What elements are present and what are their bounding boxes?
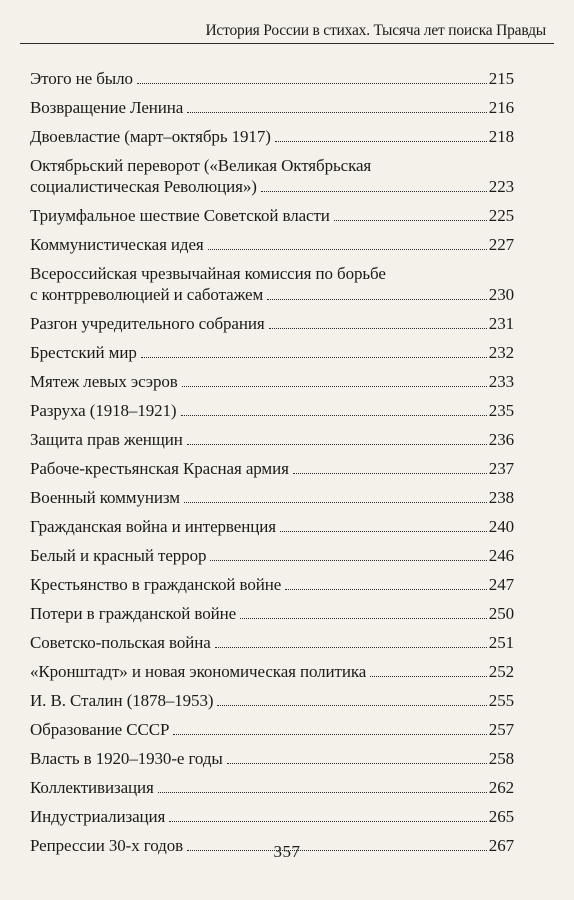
toc-entry-page: 258: [488, 749, 514, 768]
toc-entry-title: Образование СССР: [30, 720, 170, 739]
toc-entry-title: Власть в 1920–1930-е годы: [30, 749, 223, 768]
toc-entry: [30, 371, 514, 392]
toc-entry: [30, 429, 514, 450]
toc-entry-page: 232: [488, 343, 514, 362]
toc-entry: [30, 806, 514, 827]
toc-entry-title: Этого не было: [30, 69, 133, 88]
dot-leader: [269, 328, 487, 329]
toc-entry-title: Крестьянство в гражданской войне: [30, 575, 282, 594]
toc-entry: [30, 574, 514, 595]
toc-entry: [30, 748, 514, 769]
toc-entry-title-line2-wrap: [30, 176, 514, 197]
toc-entry-page: 262: [488, 778, 514, 797]
toc-entry-title: Репрессии 30-х годов: [30, 836, 184, 855]
toc-entry-title: «Кронштадт» и новая экономическая политика: [30, 662, 367, 681]
dot-leader: [215, 647, 487, 648]
toc-entry-page: 251: [488, 633, 514, 652]
toc-entry-title-line2-wrap: [30, 284, 514, 305]
toc-entry-page: 223: [488, 177, 514, 196]
toc-entry-page: 267: [488, 836, 514, 855]
toc-entry: [30, 155, 514, 197]
running-header: История России в стихах. Тысяча лет поиска Правды: [20, 18, 554, 44]
dot-leader: [217, 705, 486, 706]
dot-leader: [182, 386, 487, 387]
toc-entry-page: 227: [488, 235, 514, 254]
toc-entry-title: Защита прав женщин: [30, 430, 183, 449]
toc-entry-title: Возвращение Ленина: [30, 98, 184, 117]
toc-entry-page: 218: [488, 127, 514, 146]
toc-entry-page: 265: [488, 807, 514, 826]
toc-entry-title: Триумфальное шествие Советской власти: [30, 206, 330, 225]
toc-entry-page: 247: [488, 575, 514, 594]
toc-entry: [30, 205, 514, 226]
dot-leader: [208, 249, 487, 250]
toc-entry: [30, 719, 514, 740]
toc-entry-page: 231: [488, 314, 514, 333]
dot-leader: [370, 676, 487, 677]
dot-leader: [158, 792, 487, 793]
page-number: 357: [273, 842, 301, 861]
toc-entry-title: Коллективизация: [30, 778, 154, 797]
toc-entry-title-line2: социалистическая Революция»): [30, 177, 257, 196]
toc-entry-title: Коммунистическая идея: [30, 235, 204, 254]
toc-entry-title: Советско-польская война: [30, 633, 211, 652]
toc-entry: [30, 263, 514, 305]
toc-entry: [30, 400, 514, 421]
table-of-contents: [30, 68, 514, 864]
toc-entry-title: Потери в гражданской войне: [30, 604, 237, 623]
dot-leader: [184, 502, 487, 503]
toc-entry-title: Рабоче-крестьянская Красная армия: [30, 459, 289, 478]
dot-leader: [169, 821, 487, 822]
toc-entry-title-block: [30, 155, 514, 197]
toc-entry-page: 252: [488, 662, 514, 681]
toc-entry-page: 257: [488, 720, 514, 739]
dot-leader: [334, 220, 487, 221]
toc-entry: [30, 458, 514, 479]
toc-entry-title-block: [30, 263, 514, 305]
dot-leader: [285, 589, 487, 590]
toc-entry-page: 238: [488, 488, 514, 507]
dot-leader: [227, 763, 487, 764]
toc-entry-page: 216: [488, 98, 514, 117]
toc-entry-page: 235: [488, 401, 514, 420]
toc-entry-title: Брестский мир: [30, 343, 137, 362]
toc-entry-title: Гражданская война и интервенция: [30, 517, 276, 536]
toc-entry-title: Двоевластие (март–октябрь 1917): [30, 127, 271, 146]
dot-leader: [173, 734, 486, 735]
toc-entry-title-line1: Всероссийская чрезвычайная комиссия по борьбе: [30, 264, 386, 283]
dot-leader: [137, 83, 487, 84]
toc-entry-title: Индустриализация: [30, 807, 166, 826]
toc-entry-page: 246: [488, 546, 514, 565]
toc-entry: [30, 777, 514, 798]
toc-entry: [30, 603, 514, 624]
dot-leader: [275, 141, 487, 142]
dot-leader: [240, 618, 487, 619]
toc-entry-title: Разгон учредительного собрания: [30, 314, 265, 333]
toc-entry-title: И. В. Сталин (1878–1953): [30, 691, 214, 710]
dot-leader: [181, 415, 487, 416]
dot-leader: [261, 191, 487, 192]
toc-entry-title: Военный коммунизм: [30, 488, 180, 507]
toc-entry: [30, 126, 514, 147]
toc-entry: [30, 516, 514, 537]
toc-entry-page: 233: [488, 372, 514, 391]
toc-entry: [30, 313, 514, 334]
toc-entry-page: 240: [488, 517, 514, 536]
dot-leader: [280, 531, 487, 532]
toc-entry-page: 225: [488, 206, 514, 225]
dot-leader: [187, 112, 487, 113]
toc-entry: [30, 234, 514, 255]
toc-entry: [30, 545, 514, 566]
toc-entry-page: 215: [488, 69, 514, 88]
toc-entry-title: Мятеж левых эсэров: [30, 372, 178, 391]
toc-entry: [30, 342, 514, 363]
toc-entry-page: 230: [488, 285, 514, 304]
toc-entry: [30, 68, 514, 89]
dot-leader: [293, 473, 487, 474]
dot-leader: [187, 444, 487, 445]
toc-entry-page: 236: [488, 430, 514, 449]
toc-entry: [30, 487, 514, 508]
toc-entry-page: 255: [488, 691, 514, 710]
toc-entry-title: Белый и красный террор: [30, 546, 207, 565]
toc-entry-title-line1: Октябрьский переворот («Великая Октябрьская: [30, 156, 372, 175]
toc-entry: [30, 97, 514, 118]
toc-entry-title-line2: с контрреволюцией и саботажем: [30, 285, 264, 304]
toc-entry: [30, 690, 514, 711]
toc-entry-page: 237: [488, 459, 514, 478]
toc-entry-title: Разруха (1918–1921): [30, 401, 177, 420]
dot-leader: [141, 357, 487, 358]
toc-entry: [30, 632, 514, 653]
dot-leader: [267, 299, 487, 300]
toc-entry: [30, 661, 514, 682]
toc-entry-page: 250: [488, 604, 514, 623]
dot-leader: [210, 560, 486, 561]
